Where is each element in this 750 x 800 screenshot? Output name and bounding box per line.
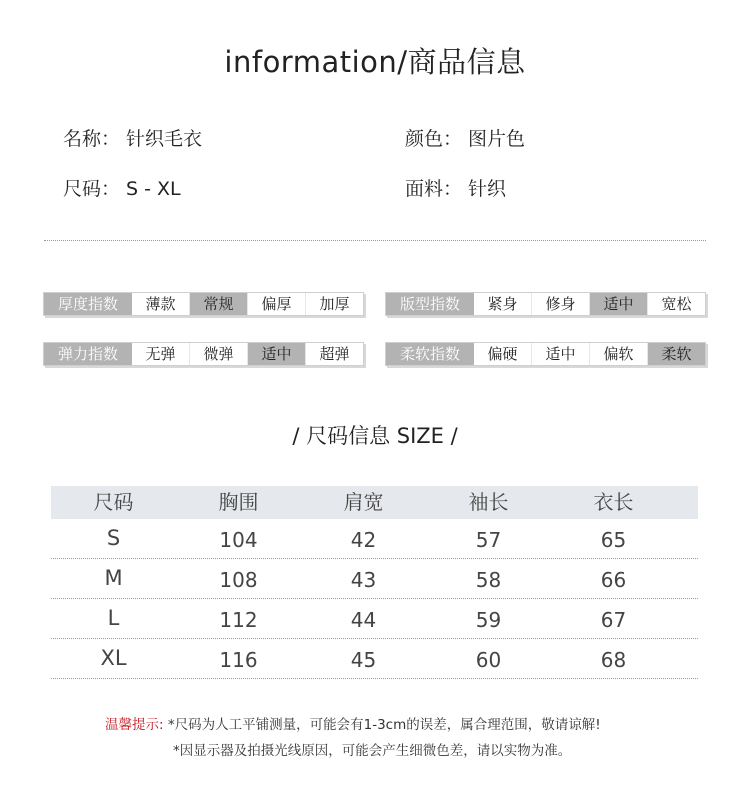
softness-option: 偏软 (590, 343, 648, 365)
color-label: 颜色： (405, 128, 463, 150)
table-cell: L (107, 606, 120, 630)
softness-option: 适中 (532, 343, 590, 365)
thickness-option: 常规 (190, 293, 248, 315)
table-cell: 104 (219, 528, 258, 552)
size-value: S - XL (126, 178, 181, 200)
thickness-option: 偏厚 (248, 293, 306, 315)
size-label: 尺码： (63, 178, 121, 200)
fit-index (385, 292, 706, 316)
product-fabric (405, 174, 506, 201)
elasticity-option: 微弹 (190, 343, 248, 365)
table-cell: XL (100, 646, 127, 670)
column-header: 肩宽 (343, 490, 384, 514)
table-cell: 65 (600, 528, 627, 552)
elasticity-option: 无弹 (132, 343, 190, 365)
name-value: 针织毛衣 (126, 128, 203, 150)
table-cell: 58 (475, 568, 502, 592)
elasticity-option: 适中 (248, 343, 306, 365)
softness-option: 偏硬 (474, 343, 532, 365)
size-section-title: / 尺码信息 SIZE / (292, 424, 458, 448)
fit-option: 修身 (532, 293, 590, 315)
column-header: 尺码 (93, 490, 134, 514)
table-cell: M (104, 566, 123, 590)
name-label: 名称： (63, 128, 121, 150)
table-cell: 59 (475, 608, 502, 632)
size-table (51, 486, 698, 679)
fit-option: 宽松 (648, 293, 705, 315)
warning-label: 温馨提示: (105, 717, 164, 733)
thickness-index-label: 厚度指数 (44, 293, 132, 315)
table-cell: 43 (350, 568, 377, 592)
column-header: 袖长 (468, 490, 509, 514)
column-header: 衣长 (593, 490, 634, 514)
softness-index (385, 342, 706, 366)
table-cell: 116 (219, 648, 258, 672)
section-divider (44, 240, 706, 241)
fabric-label: 面料： (405, 178, 463, 200)
fit-index-label: 版型指数 (386, 293, 474, 315)
table-cell: 66 (600, 568, 627, 592)
fit-option: 紧身 (474, 293, 532, 315)
table-row (51, 639, 698, 679)
table-cell: 108 (219, 568, 258, 592)
color-value: 图片色 (468, 128, 526, 150)
softness-option: 柔软 (648, 343, 705, 365)
product-name (63, 124, 202, 151)
note-line-1 (105, 712, 601, 738)
fit-option: 适中 (590, 293, 648, 315)
table-cell: 60 (475, 648, 502, 672)
thickness-option: 薄款 (132, 293, 190, 315)
table-row (51, 559, 698, 599)
table-cell: 42 (350, 528, 377, 552)
elasticity-index (43, 342, 364, 366)
table-cell: 112 (219, 608, 258, 632)
table-row (51, 519, 698, 559)
product-size (63, 174, 181, 201)
table-cell: 68 (600, 648, 627, 672)
note-text-2: *因显示器及拍摄光线原因，可能会产生细微色差，请以实物为准。 (173, 743, 572, 759)
table-cell: S (106, 526, 121, 550)
thickness-option: 加厚 (306, 293, 363, 315)
size-table-header (51, 486, 698, 519)
column-header: 胸围 (218, 490, 259, 514)
table-cell: 57 (475, 528, 502, 552)
note-text-1: *尺码为人工平铺测量，可能会有1-3cm的误差，属合理范围，敬请谅解! (167, 717, 601, 733)
page-title: information/商品信息 (224, 45, 526, 79)
softness-index-label: 柔软指数 (386, 343, 474, 365)
product-color (405, 124, 525, 151)
elasticity-index-label: 弹力指数 (44, 343, 132, 365)
table-row (51, 599, 698, 639)
table-cell: 45 (350, 648, 377, 672)
table-cell: 44 (350, 608, 377, 632)
table-cell: 67 (600, 608, 627, 632)
fabric-value: 针织 (468, 178, 507, 200)
notes (105, 712, 601, 764)
elasticity-option: 超弹 (306, 343, 363, 365)
thickness-index (43, 292, 364, 316)
